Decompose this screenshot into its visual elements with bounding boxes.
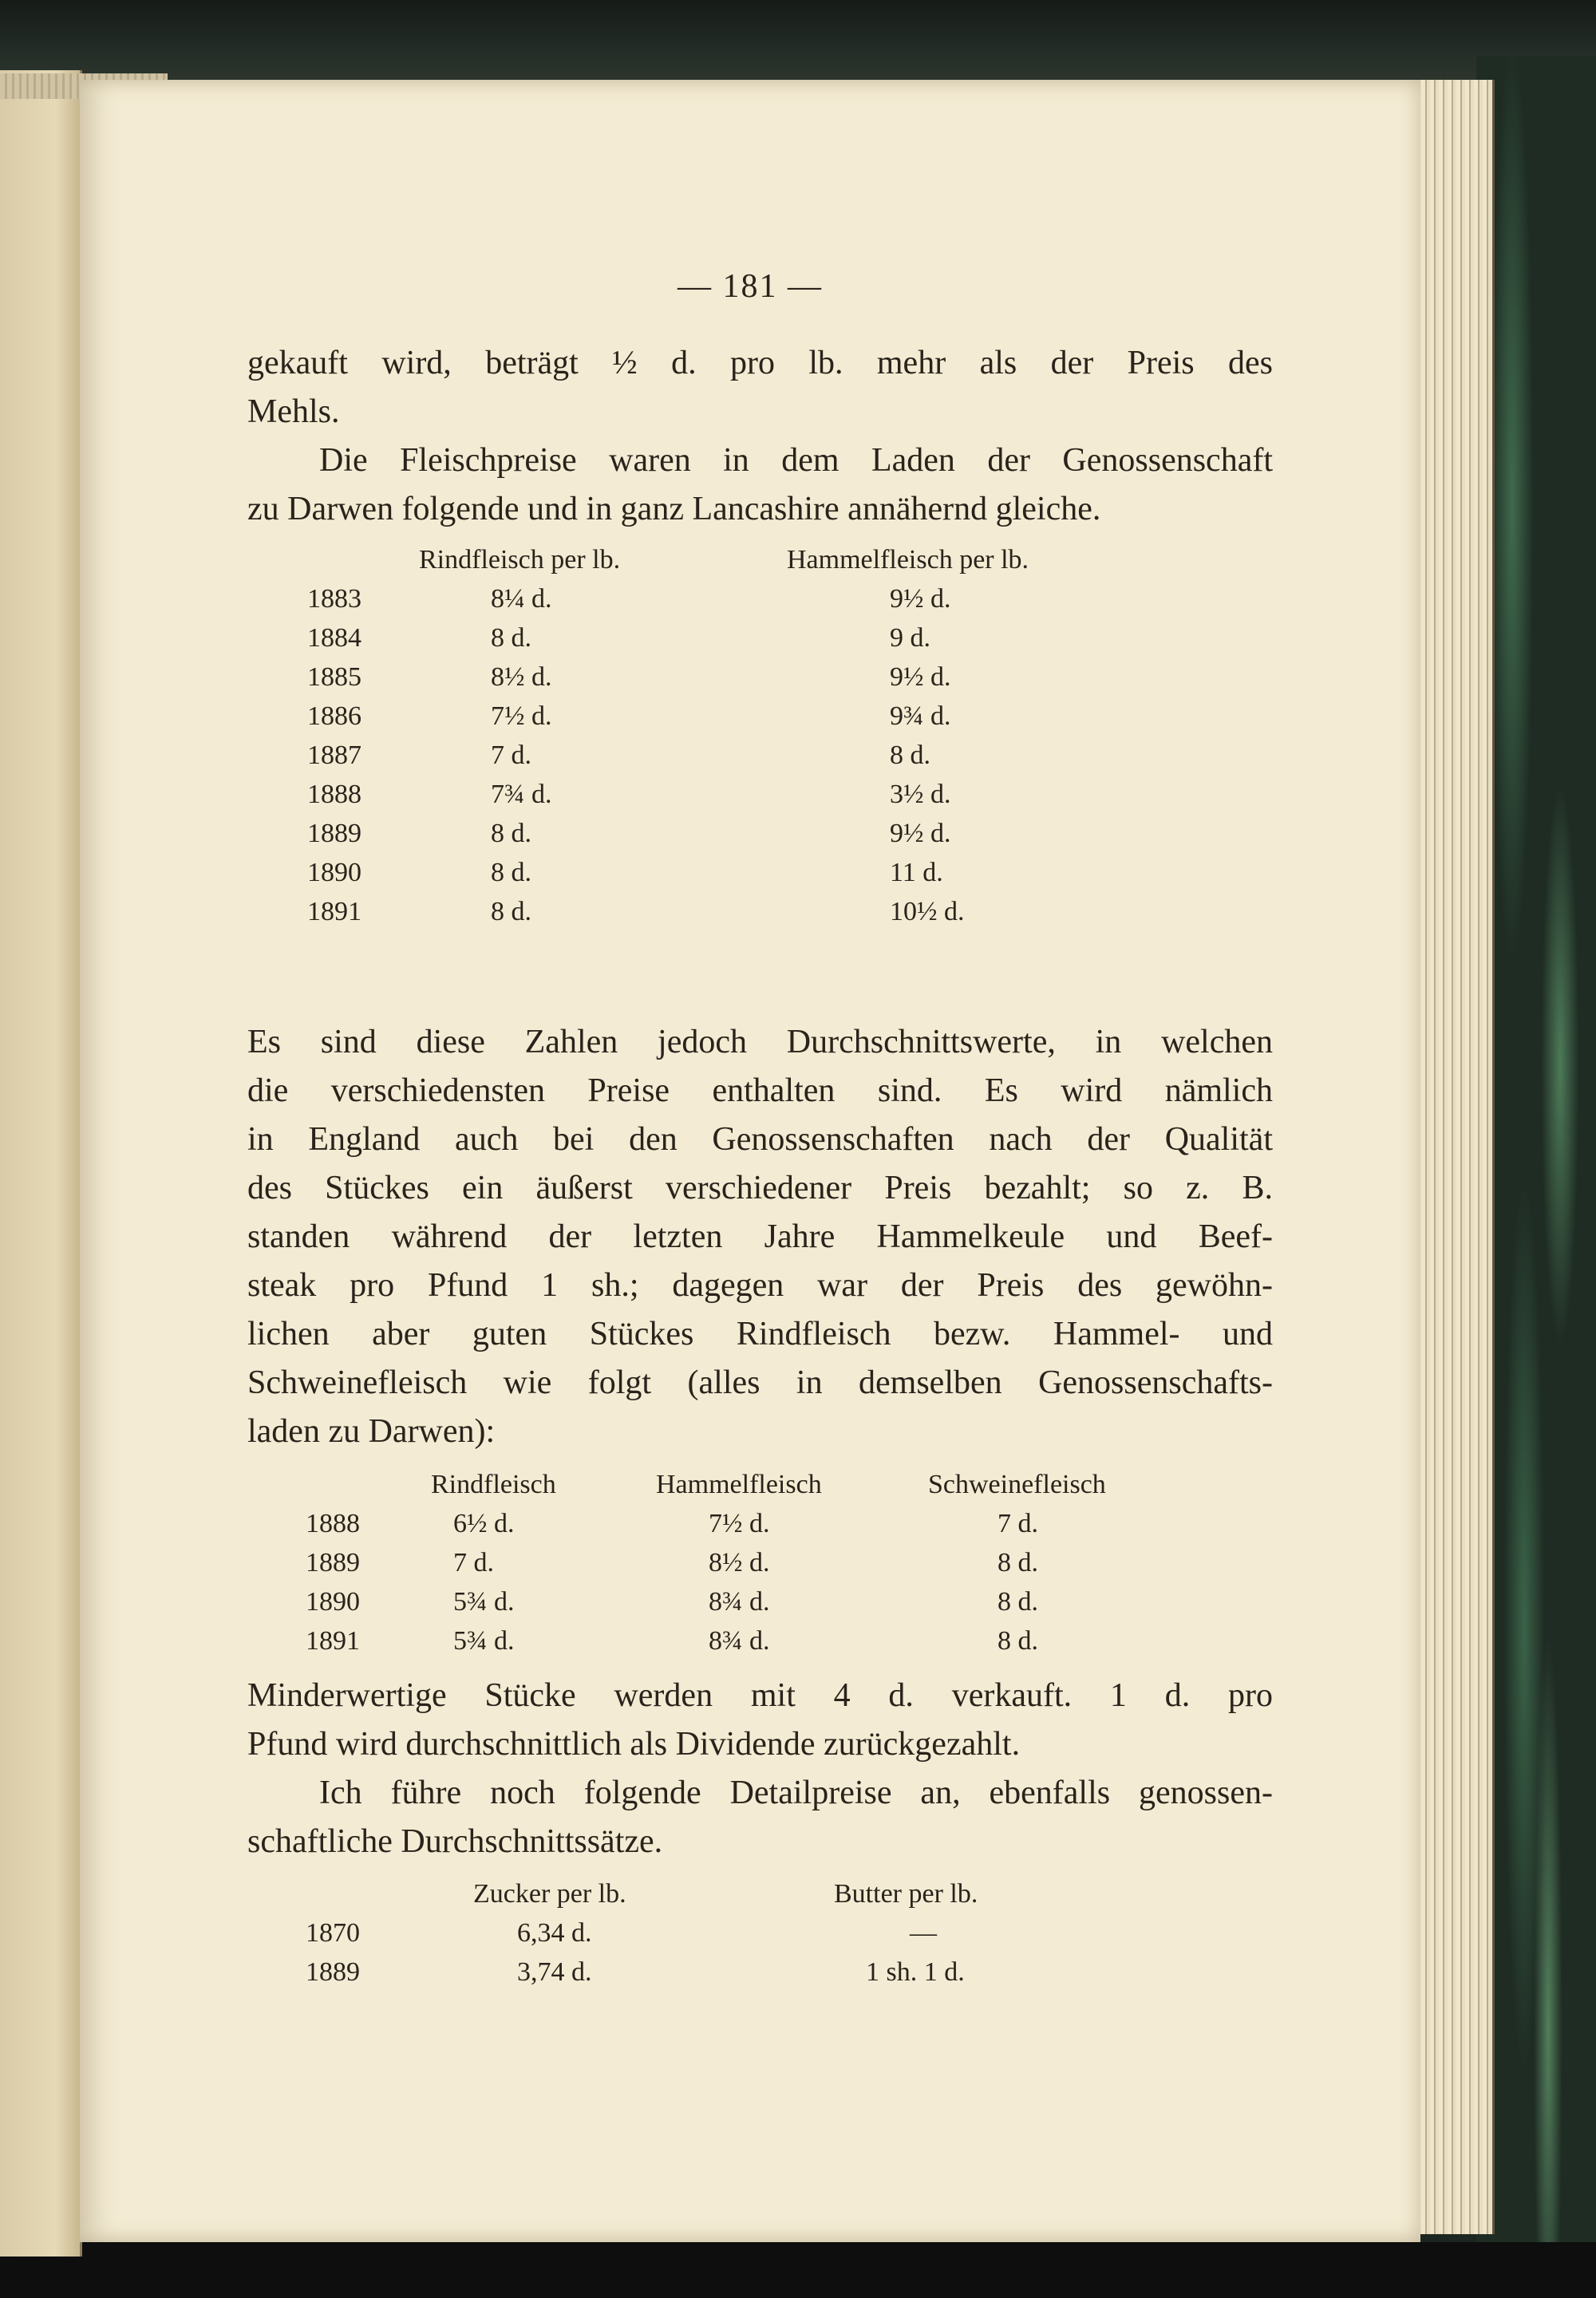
rindfleisch-cell: 6½ d. bbox=[453, 1509, 515, 1538]
year-cell: 1889 bbox=[307, 819, 361, 848]
schweinefleisch-cell: 8 d. bbox=[998, 1626, 1038, 1656]
year-cell: 1884 bbox=[307, 623, 361, 653]
text-line: Mehls. bbox=[247, 393, 340, 430]
table-row bbox=[80, 697, 1420, 736]
table-row bbox=[80, 1582, 1420, 1621]
text-line: Ich führe noch folgende Detailpreise an, ebenfalls genossen- bbox=[319, 1775, 1273, 1811]
text-line: laden zu Darwen): bbox=[247, 1413, 496, 1450]
zucker-cell: 3,74 d. bbox=[517, 1957, 592, 1987]
table-row bbox=[80, 1543, 1420, 1582]
text-line: Schweinefleisch wie folgt (alles in demselben Genossenschafts- bbox=[247, 1364, 1273, 1401]
text-line: standen während der letzten Jahre Hammelkeule und Beef- bbox=[247, 1218, 1273, 1255]
rindfleisch-cell: 8 d. bbox=[491, 858, 531, 887]
table-row bbox=[80, 579, 1420, 618]
hammelfleisch-cell: 9 d. bbox=[890, 623, 930, 653]
year-cell: 1890 bbox=[306, 1587, 360, 1617]
book-cover-bottom bbox=[0, 2242, 1596, 2298]
hammelfleisch-cell: 9½ d. bbox=[890, 584, 951, 614]
table-row bbox=[80, 1504, 1420, 1543]
text-line: in England auch bei den Genossenschaften nach der Qualität bbox=[247, 1121, 1273, 1158]
hammelfleisch-cell: 10½ d. bbox=[890, 897, 965, 926]
year-cell: 1870 bbox=[306, 1918, 360, 1948]
column-header-rindfleisch: Rindfleisch bbox=[431, 1470, 556, 1499]
previous-page-sliver bbox=[0, 70, 82, 2257]
table-row bbox=[80, 736, 1420, 775]
year-cell: 1890 bbox=[307, 858, 361, 887]
meat-price-table-1883-1891 bbox=[80, 541, 1420, 931]
year-cell: 1889 bbox=[306, 1548, 360, 1577]
hammelfleisch-cell: 9½ d. bbox=[890, 819, 951, 848]
zucker-butter-table bbox=[80, 1875, 1420, 1992]
column-header-hammelfleisch: Hammelfleisch bbox=[656, 1470, 822, 1499]
text-line: schaftliche Durchschnittssätze. bbox=[247, 1823, 663, 1860]
column-header-zucker: Zucker per lb. bbox=[473, 1879, 626, 1909]
hammelfleisch-cell: 9½ d. bbox=[890, 662, 951, 692]
text-line: lichen aber guten Stückes Rindfleisch bezw. Hammel- und bbox=[247, 1316, 1273, 1352]
table-row bbox=[80, 814, 1420, 853]
column-header-schweinefleisch: Schweinefleisch bbox=[928, 1470, 1106, 1499]
column-header-hammelfleisch: Hammelfleisch per lb. bbox=[787, 545, 1029, 574]
year-cell: 1889 bbox=[306, 1957, 360, 1987]
year-cell: 1887 bbox=[307, 740, 361, 770]
book-page bbox=[80, 80, 1420, 2242]
text-line: Es sind diese Zahlen jedoch Durchschnittswerte, in welchen bbox=[247, 1024, 1273, 1060]
table-header bbox=[80, 541, 1420, 579]
table-row bbox=[80, 1913, 1420, 1953]
rindfleisch-cell: 7 d. bbox=[491, 740, 531, 770]
schweinefleisch-cell: 7 d. bbox=[998, 1509, 1038, 1538]
book-cover-top bbox=[0, 0, 1596, 88]
year-cell: 1885 bbox=[307, 662, 361, 692]
text-line: steak pro Pfund 1 sh.; dagegen war der Preis des gewöhn- bbox=[247, 1267, 1273, 1304]
hammelfleisch-cell: 9¾ d. bbox=[890, 701, 951, 731]
table-row bbox=[80, 1621, 1420, 1660]
page-edges bbox=[1412, 80, 1495, 2234]
column-header-rindfleisch: Rindfleisch per lb. bbox=[419, 545, 621, 574]
text-line: Die Fleischpreise waren in dem Laden der Genossenschaft bbox=[319, 442, 1273, 479]
meat-price-table-1888-1891 bbox=[80, 1466, 1420, 1660]
table-row bbox=[80, 657, 1420, 697]
text-line: Pfund wird durchschnittlich als Dividende zurückgezahlt. bbox=[247, 1726, 1021, 1763]
rindfleisch-cell: 8 d. bbox=[491, 623, 531, 653]
rindfleisch-cell: 8¼ d. bbox=[491, 584, 552, 614]
rindfleisch-cell: 8½ d. bbox=[491, 662, 552, 692]
rindfleisch-cell: 7½ d. bbox=[491, 701, 552, 731]
year-cell: 1891 bbox=[306, 1626, 360, 1656]
table-header bbox=[80, 1466, 1420, 1504]
text-line: zu Darwen folgende und in ganz Lancashire annähernd gleiche. bbox=[247, 491, 1101, 527]
table-row bbox=[80, 1953, 1420, 1992]
rindfleisch-cell: 8 d. bbox=[491, 819, 531, 848]
schweinefleisch-cell: 8 d. bbox=[998, 1587, 1038, 1617]
hammelfleisch-cell: 7½ d. bbox=[709, 1509, 770, 1538]
text-line: gekauft wird, beträgt ½ d. pro lb. mehr als der Preis des bbox=[247, 345, 1273, 381]
year-cell: 1883 bbox=[307, 584, 361, 614]
year-cell: 1886 bbox=[307, 701, 361, 731]
text-line: die verschiedensten Preise enthalten sind. Es wird nämlich bbox=[247, 1072, 1273, 1109]
column-header-butter: Butter per lb. bbox=[834, 1879, 978, 1909]
hammelfleisch-cell: 8½ d. bbox=[709, 1548, 770, 1577]
hammelfleisch-cell: 11 d. bbox=[890, 858, 943, 887]
butter-cell: 1 sh. 1 d. bbox=[866, 1957, 965, 1987]
year-cell: 1891 bbox=[307, 897, 361, 926]
rindfleisch-cell: 7¾ d. bbox=[491, 780, 552, 809]
hammelfleisch-cell: 8¾ d. bbox=[709, 1587, 770, 1617]
paragraph-intro bbox=[247, 339, 1273, 534]
table-row bbox=[80, 775, 1420, 814]
table-row bbox=[80, 892, 1420, 931]
paragraph-dividende bbox=[247, 1672, 1273, 1866]
butter-cell: — bbox=[910, 1918, 937, 1948]
table-row bbox=[80, 853, 1420, 892]
table-header bbox=[80, 1875, 1420, 1913]
rindfleisch-cell: 5¾ d. bbox=[453, 1587, 515, 1617]
hammelfleisch-cell: 8 d. bbox=[890, 740, 930, 770]
rindfleisch-cell: 7 d. bbox=[453, 1548, 494, 1577]
hammelfleisch-cell: 8¾ d. bbox=[709, 1626, 770, 1656]
year-cell: 1888 bbox=[306, 1509, 360, 1538]
year-cell: 1888 bbox=[307, 780, 361, 809]
text-line: des Stückes ein äußerst verschiedener Preis bezahlt; so z. B. bbox=[247, 1170, 1273, 1206]
rindfleisch-cell: 5¾ d. bbox=[453, 1626, 515, 1656]
page-number: — 181 — bbox=[678, 268, 823, 305]
rindfleisch-cell: 8 d. bbox=[491, 897, 531, 926]
zucker-cell: 6,34 d. bbox=[517, 1918, 592, 1948]
paragraph-averages bbox=[247, 1018, 1273, 1456]
table-row bbox=[80, 618, 1420, 657]
schweinefleisch-cell: 8 d. bbox=[998, 1548, 1038, 1577]
text-line: Minderwertige Stücke werden mit 4 d. verkauft. 1 d. pro bbox=[247, 1677, 1273, 1714]
hammelfleisch-cell: 3½ d. bbox=[890, 780, 951, 809]
